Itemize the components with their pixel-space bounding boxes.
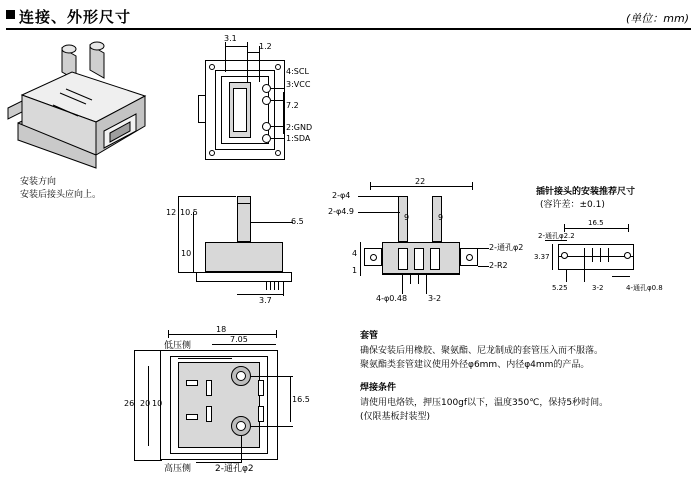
callout-thru-phi2-bottom: 2-通孔φ2 <box>215 464 254 474</box>
dim-3-2-rec: 3-2 <box>592 284 604 292</box>
sleeve-title: 套管 <box>360 331 379 341</box>
dim-4: 4 <box>352 249 358 258</box>
mount-direction-line2: 安装后接头应向上。 <box>20 190 102 200</box>
label-low-pressure: 低压侧 <box>164 341 192 351</box>
dim-3-37: 3.37 <box>534 253 550 261</box>
dim-10-bottom: 10 <box>152 399 163 408</box>
pin-label-3: 3:VCC <box>286 80 311 89</box>
dim-6-5: 6.5 <box>291 217 304 226</box>
pin-label-4: 4:SCL <box>286 67 309 76</box>
dim-10-5: 10.5 <box>180 208 198 217</box>
callout-thru-phi22: 2-通孔φ2.2 <box>538 232 575 240</box>
pin-label-1: 1:SDA <box>286 134 311 143</box>
dim-5-25: 5.25 <box>552 284 568 292</box>
dim-26: 26 <box>124 399 135 408</box>
dim-1-2: 1.2 <box>259 42 272 51</box>
callout-2-r2: 2-R2 <box>489 261 508 270</box>
dim-16-5: 16.5 <box>588 219 604 227</box>
dim-16-5-bottom: 16.5 <box>292 395 310 404</box>
dim-2-phi4: 2-φ4 <box>332 191 351 200</box>
dim-1: 1 <box>352 266 358 275</box>
solder-title: 焊接条件 <box>360 383 397 393</box>
dim-9-b: 9 <box>438 213 444 222</box>
dim-20: 20 <box>140 399 151 408</box>
page-title: 连接、外形尺寸 <box>19 8 132 26</box>
solder-line-1: 请使用电烙铁，押压100gf以下，温度350℃，保持5秒时间。 <box>360 398 609 408</box>
callout-thru-phi2: 2-通孔φ2 <box>489 243 524 252</box>
dim-18: 18 <box>216 325 227 334</box>
callout-4-thru-phi08: 4-通孔φ0.8 <box>626 284 663 292</box>
dim-9: 9 <box>404 213 410 222</box>
pin-gap-dim: 7.2 <box>286 101 299 110</box>
dim-7-05: 7.05 <box>230 335 248 344</box>
mount-direction-line1: 安装方向 <box>20 177 57 187</box>
recommend-title: 插针接头的安装推荐尺寸 <box>536 187 636 197</box>
dim-22: 22 <box>415 177 426 186</box>
recommend-tolerance: (容许差：±0.1) <box>540 200 605 210</box>
callout-4-phi048: 4-φ0.48 <box>376 294 408 303</box>
unit-note: (单位：mm) <box>625 12 689 25</box>
dim-10: 10 <box>181 249 192 258</box>
dim-3-1: 3.1 <box>224 34 237 43</box>
dim-12: 12 <box>166 208 177 217</box>
sleeve-line-2: 聚氨酯类套管建议使用外径φ6mm、内径φ4mm的产品。 <box>360 360 590 370</box>
dim-2-phi4-9: 2-φ4.9 <box>328 207 354 216</box>
label-high-pressure: 高压侧 <box>164 464 192 474</box>
dim-3-7: 3.7 <box>259 296 272 305</box>
solder-line-2: (仅限基板封装型) <box>360 412 431 422</box>
dim-3-2: 3-2 <box>428 294 442 303</box>
pin-label-2: 2:GND <box>286 123 313 132</box>
sleeve-line-1: 确保安装后用橡胶、聚氨酯、尼龙制成的套管压入而不服落。 <box>360 346 604 356</box>
